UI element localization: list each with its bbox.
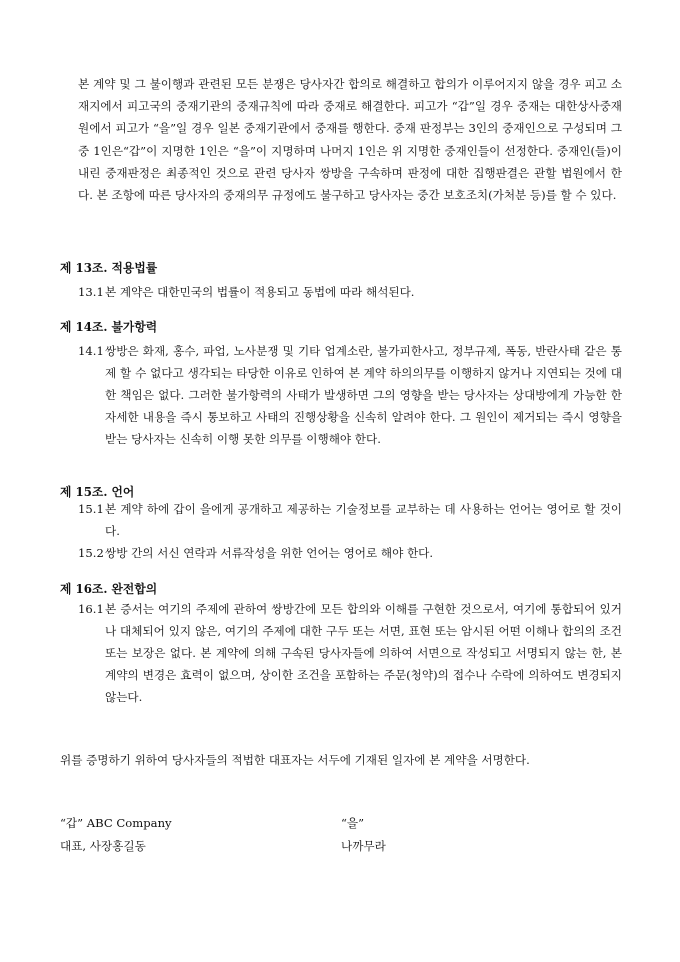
article-13-heading: 제 13조. 적용법률 bbox=[60, 261, 158, 275]
article-15-heading: 제 15조. 언어 bbox=[60, 485, 135, 499]
article-16-heading: 제 16조. 완전합의 bbox=[60, 582, 158, 596]
clause-15-2 bbox=[78, 542, 622, 564]
clause-text: 본 계약은 대한민국의 법률이 적용되고 동법에 따라 해석된다. bbox=[105, 285, 415, 299]
clause-number: 14.1 bbox=[78, 344, 104, 358]
clause-16-1 bbox=[78, 598, 622, 708]
arbitration-paragraph: 본 계약 및 그 불이행과 관련된 모든 분쟁은 당사자간 합의로 해결하고 합의가 이루어지지 않을 경우 피고 소재지에서 피고국의 중재기관의 중재규칙에 따라 중재로 해결한다. 피고가 “갑”일 경우 중재는 대한상사중재원에서 피고가 “을”일 경우 일본 중재기관에서 중재를 행한다. 중재 판정부는 3인의 중재인으로 구성되며 그 중 1인은“갑”이 지명한 1인은 “을”이 지명하며 나머지 1인은 위 지명한 중재인들이 선정한다. 중재인(들)이 내린 중재판정은 최종적인 것으로 관련 당사자 쌍방을 구속하며 판정에 대한 집행판결은 관할 법원에서 한다. 본 조항에 따른 당사자의 중재의무 규정에도 불구하고 당사자는 중간 보호조치(가처분 등)를 할 수 있다. bbox=[78, 77, 622, 203]
clause-13-1 bbox=[78, 281, 622, 303]
clause-14-1 bbox=[78, 340, 622, 450]
party-b-label: “을” bbox=[341, 816, 365, 830]
party-a-representative: 대표, 사장홍길동 bbox=[60, 839, 146, 853]
party-b-representative: 나까무라 bbox=[341, 839, 386, 853]
clause-number: 16.1 bbox=[78, 602, 104, 616]
clause-number: 15.1 bbox=[78, 502, 104, 516]
closing-statement: 위를 증명하기 위하여 당사자들의 적법한 대표자는 서두에 기재된 일자에 본 계약을 서명한다. bbox=[60, 753, 530, 767]
clause-text: 쌍방은 화재, 홍수, 파업, 노사분쟁 및 기타 업계소란, 불가피한사고, 정부규제, 폭동, 반란사태 같은 통제 할 수 없다고 생각되는 타당한 이유로 인하여 본 계약 하의의무를 이행하지 않거나 지연되는 것에 대한 책임은 없다. 그러한 불가항력의 사태가 발생하면 그의 영향을 받는 당사자는 상대방에게 가능한 한 자세한 내용을 즉시 통보하고 사태의 진행상황을 신속히 알려야 한다. 그 원인이 제거되는 즉시 영향을 받는 당사자는 신속히 이행 못한 의무를 이행해야 한다. bbox=[105, 344, 622, 446]
party-a-label: “갑” ABC Company bbox=[60, 816, 172, 830]
clause-text: 본 증서는 여기의 주제에 관하여 쌍방간에 모든 합의와 이해를 구현한 것으로서, 여기에 통합되어 있거나 대체되어 있지 않은, 여기의 주제에 대한 구두 또는 서면, 표현 또는 암시된 어떤 이해나 합의의 조건 또는 보장은 없다. 본 계약에 의해 구속된 당사자들에 의하여 서면으로 작성되고 서명되지 않는 한, 본 계약의 변경은 효력이 없으며, 상이한 조건을 포함하는 주문(청약)의 접수나 수락에 의하여도 변경되지 않는다. bbox=[105, 602, 622, 704]
clause-15-1 bbox=[78, 498, 622, 542]
clause-number: 15.2 bbox=[78, 546, 104, 560]
clause-text: 본 계약 하에 갑이 을에게 공개하고 제공하는 기술정보를 교부하는 데 사용하는 언어는 영어로 할 것이다. bbox=[105, 502, 622, 538]
clause-text: 쌍방 간의 서신 연락과 서류작성을 위한 언어는 영어로 해야 한다. bbox=[105, 546, 434, 560]
article-14-heading: 제 14조. 불가항력 bbox=[60, 320, 158, 334]
clause-number: 13.1 bbox=[78, 285, 104, 299]
